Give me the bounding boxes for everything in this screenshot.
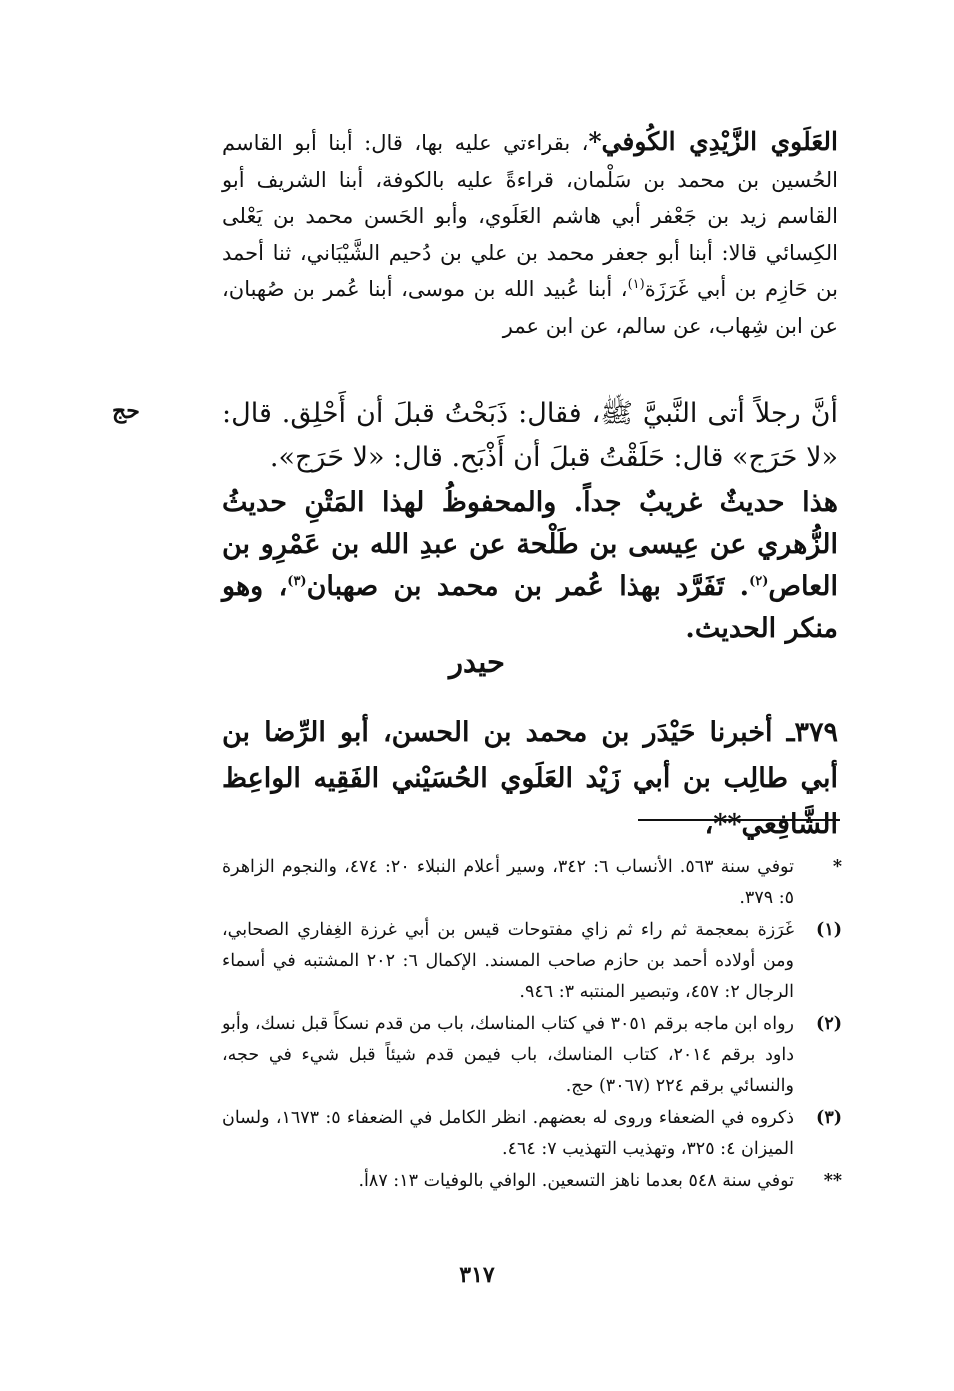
author-comment: [222, 482, 838, 650]
footnote-marker: (٢): [816, 1014, 842, 1034]
footnote-marker: **: [823, 1171, 842, 1191]
footnote-item: [222, 1166, 842, 1197]
footnote-ref-1[interactable]: (١): [627, 277, 645, 292]
isnad-text: ، بقراءتي عليه بها، قال: أبنا أبو القاسم الحُسين بن محمد بن سَلْمان، قراءةً عليه بالكوفة، أبنا الشريف أبو القاسم زيد بن جَعْفر أبي هاشم العَلَوي، وأبو الحَسن محمد بن يَعْلى الكِسائي قالا: أبنا أبو جعفر محمد بن علي بن دُحيم الشَّيْبَاني، ثنا أحمد بن حَازِم بن أبي غَرَزَة: [222, 131, 838, 301]
footnotes-section: [222, 852, 842, 1198]
footnote-item: [222, 1103, 842, 1165]
footnote-text: غَرَزة بمعجمة ثم راء ثم زاي مفتوحات قيس بن أبي غرزة الغِفاري الصحابي، ومن أولاده أحمد بن حازم صاحب المسند. الإكمال ٦: ٢٠٢ المشتبه في أسماء الرجال ٢: ٤٥٧، وتبصير المنتبه ٣: ٩٤٦.: [222, 920, 794, 1002]
footnote-text: رواه ابن ماجه برقم ٣٠٥١ في كتاب المناسك، باب من قدم نسكاً قبل نسك، وأبو داود برقم ٢٠١٤، كتاب المناسك، باب فيمن قدم شيئاً قبل شيء في حجه، والنسائي برقم ٢٢٤ (٣٠٦٧) حج.: [222, 1014, 794, 1096]
footnote-ref-3[interactable]: (٣): [287, 574, 307, 589]
footnote-marker: (١): [816, 920, 842, 940]
entry-text: ٣٧٩ـ أخبرنا حَيْدَر بن محمد بن الحسن، أبو الرِّضا بن أبي طالِب بن أبي زَيْد العَلَوي الحُسَيْني الفَقِيه الواعِظ الشَّافِعي**،: [222, 717, 838, 840]
biography-entry-379: [222, 710, 838, 848]
footnote-separator: [638, 819, 840, 821]
footnote-ref-2[interactable]: (٢): [749, 574, 769, 589]
footnote-text: توفي سنة ٥٤٨ بعدما ناهز التسعين. الوافي بالوفيات ١٣: ٨٧أ.: [358, 1171, 794, 1191]
comment-text-2: . تَفَرَّد بهذا عُمر بن محمد بن صهبان: [306, 571, 750, 602]
footnote-text: ذكروه في الضعفاء وروى له بعضهم. انظر الكامل في الضعفاء ٥: ١٦٧٣، ولسان الميزان ٤: ٣٢٥، وتهذيب التهذيب ٧: ٤٦٤.: [222, 1108, 794, 1159]
isnad-paragraph: [222, 124, 838, 344]
isnad-text-continued: ، أبنا عُبيد الله بن موسى، أبنا عُمر بن صُهبان، عن ابن شِهاب، عن سالم، عن ابن عمر: [222, 277, 838, 338]
matn-text: أنَّ رجلاً أتى النَّبيَّ ﷺ، فقال: ذَبَحْتُ قبلَ أن أَحْلِق. قال: «لا حَرَج» قال: حَلَقْتُ قبلَ أن أَذْبَح. قال: «لا حَرَج».: [222, 398, 838, 473]
footnote-item: [222, 915, 842, 1008]
footnote-marker: *: [832, 857, 842, 877]
hadith-matn: [222, 392, 838, 480]
page-number: ٣١٧: [459, 1262, 495, 1288]
section-heading: حيدر: [449, 645, 505, 679]
narrator-name: العَلَوي الزَّيْدِي الكُوفي*: [588, 127, 838, 156]
comment-text-3: ، وهو منكر الحديث.: [222, 571, 838, 644]
footnote-item: [222, 1009, 842, 1102]
footnote-marker: (٣): [816, 1108, 842, 1128]
footnote-item: [222, 852, 842, 914]
footnote-text: توفي سنة ٥٦٣. الأنساب ٦: ٣٤٢، وسير أعلام النبلاء ٢٠: ٤٧٤، والنجوم الزاهرة ٥: ٣٧٩.: [222, 857, 794, 908]
comment-text-1: هذا حديثٌ غريبٌ جداً. والمحفوظُ لهذا المَتْنِ حديثُ الزُّهري عن عِيسى بن طَلْحة عن عبدِ الله بن عَمْرِو بن العاص: [222, 487, 838, 602]
margin-note: حج: [112, 398, 140, 424]
